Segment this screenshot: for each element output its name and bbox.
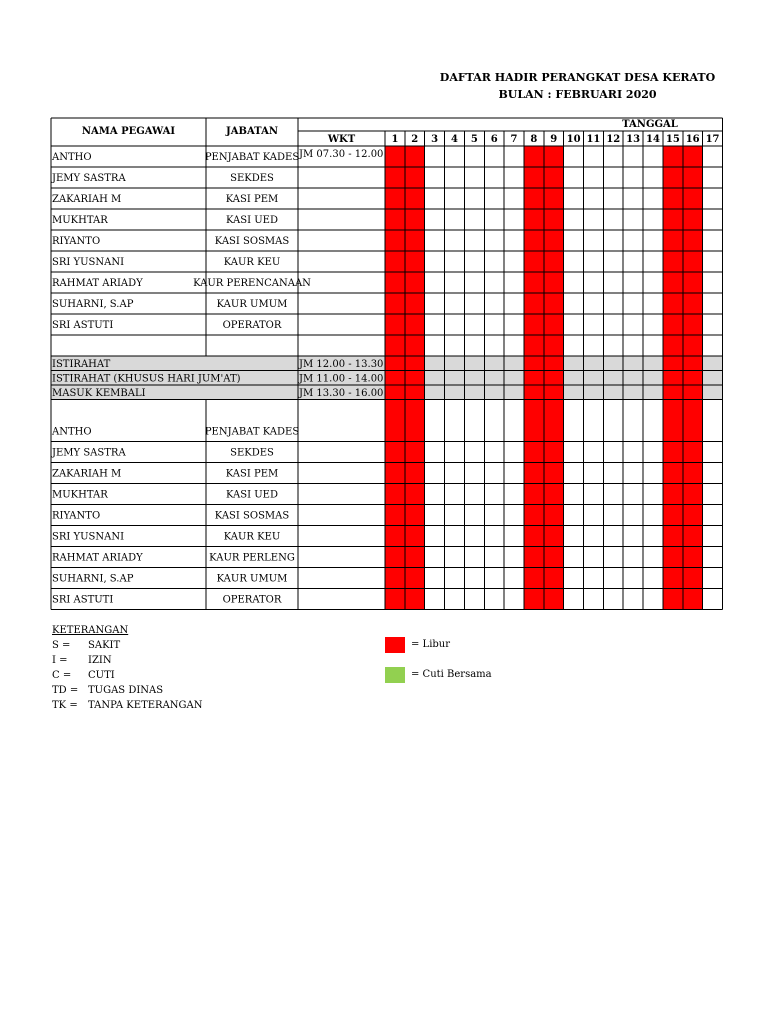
day-number: 17 xyxy=(705,134,720,145)
row-nama: ZAKARIAH M xyxy=(52,194,122,205)
row-nama: ANTHO xyxy=(52,426,92,438)
row-nama: SRI YUSNANI xyxy=(52,531,125,543)
row-jabatan: KASI PEM xyxy=(225,194,279,205)
day-number: 3 xyxy=(431,134,439,145)
row-jabatan: SEKDES xyxy=(230,447,274,459)
document-subtitle: BULAN : FEBRUARI 2020 xyxy=(498,88,657,101)
break-label: ISTIRAHAT xyxy=(52,359,111,370)
row-nama: MUKHTAR xyxy=(52,489,108,501)
cuti-bersama-label: = Cuti Bersama xyxy=(411,669,492,680)
row-nama: ANTHO xyxy=(52,152,92,163)
legend-code: S = xyxy=(52,640,71,651)
libur-label: = Libur xyxy=(411,639,451,650)
row-jabatan: PENJABAT KADES xyxy=(204,152,300,163)
day-number: 4 xyxy=(450,134,458,145)
row-jabatan: KASI UED xyxy=(225,215,279,226)
row-jabatan: KAUR KEU xyxy=(223,257,281,268)
libur-column xyxy=(524,146,544,610)
row-nama: RIYANTO xyxy=(52,236,101,247)
break-wkt: JM 11.00 - 14.00 xyxy=(299,373,384,385)
row-jabatan: KAUR UMUM xyxy=(216,573,288,585)
break-wkt: JM 12.00 - 13.30 xyxy=(299,359,384,370)
row-nama: JEMY SASTRA xyxy=(52,447,126,459)
row-jabatan: KASI SOSMAS xyxy=(214,510,290,522)
document-title: DAFTAR HADIR PERANGKAT DESA KERATO xyxy=(439,71,716,84)
row-nama: RAHMAT ARIADY xyxy=(52,552,143,564)
legend-code: C = xyxy=(52,670,72,681)
legend-meaning: TANPA KETERANGAN xyxy=(88,700,203,711)
day-number: 7 xyxy=(510,134,518,145)
day-number: 2 xyxy=(411,134,419,145)
header-nama: NAMA PEGAWAI xyxy=(81,126,176,137)
libur-column xyxy=(544,146,564,610)
row-jabatan: KAUR UMUM xyxy=(216,299,288,310)
row-wkt: JM 07.30 - 12.00 xyxy=(299,149,384,160)
libur-column xyxy=(385,146,405,610)
legend-heading: KETERANGAN xyxy=(52,625,129,636)
legend-meaning: IZIN xyxy=(88,655,112,666)
row-nama: SRI YUSNANI xyxy=(52,257,125,268)
row-jabatan: KAUR KEU xyxy=(223,531,281,543)
cuti-bersama-swatch xyxy=(385,667,405,683)
day-number: 10 xyxy=(566,134,581,145)
libur-column xyxy=(683,146,703,610)
row-nama: SUHARNI, S.AP xyxy=(52,573,134,585)
header-tanggal: TANGGAL xyxy=(622,119,678,130)
day-number: 11 xyxy=(586,134,601,145)
legend-code: I = xyxy=(52,655,68,666)
row-jabatan: KAUR PERLENG xyxy=(209,552,295,564)
break-wkt: JM 13.30 - 16.00 xyxy=(299,388,384,399)
row-jabatan: SEKDES xyxy=(230,173,274,184)
day-number: 8 xyxy=(530,134,538,145)
break-label: ISTIRAHAT (KHUSUS HARI JUM'AT) xyxy=(52,373,241,385)
day-number: 12 xyxy=(606,134,621,145)
header-jabatan: JABATAN xyxy=(226,126,278,137)
legend-code: TD = xyxy=(52,685,79,696)
header-wkt: WKT xyxy=(327,134,356,145)
day-number: 15 xyxy=(665,134,680,145)
row-nama: SUHARNI, S.AP xyxy=(52,299,134,310)
row-jabatan: OPERATOR xyxy=(222,320,282,331)
day-number: 9 xyxy=(550,134,558,145)
row-nama: JEMY SASTRA xyxy=(52,173,126,184)
row-jabatan: KASI PEM xyxy=(225,468,279,480)
row-nama: SRI ASTUTI xyxy=(52,594,114,606)
row-nama: SRI ASTUTI xyxy=(52,320,114,331)
row-nama: ZAKARIAH M xyxy=(52,468,122,480)
day-number: 13 xyxy=(626,134,641,145)
legend-meaning: SAKIT xyxy=(88,640,121,651)
legend-code: TK = xyxy=(52,700,78,711)
libur-swatch xyxy=(385,637,405,653)
libur-column xyxy=(663,146,683,610)
row-nama: RIYANTO xyxy=(52,510,101,522)
legend-meaning: CUTI xyxy=(88,670,115,681)
day-number: 14 xyxy=(646,134,660,145)
libur-column xyxy=(405,146,425,610)
break-label: MASUK KEMBALI xyxy=(52,388,146,399)
day-number: 16 xyxy=(685,134,700,145)
day-number: 5 xyxy=(470,134,478,145)
row-jabatan: KASI SOSMAS xyxy=(214,236,290,247)
day-number: 6 xyxy=(490,134,498,145)
row-jabatan: OPERATOR xyxy=(222,594,282,606)
row-nama: RAHMAT ARIADY xyxy=(52,278,143,289)
row-jabatan: PENJABAT KADES xyxy=(204,426,300,438)
day-number: 1 xyxy=(391,134,399,145)
row-jabatan: KAUR PERENCANAAN xyxy=(193,278,311,289)
row-nama: MUKHTAR xyxy=(52,215,108,226)
row-jabatan: KASI UED xyxy=(225,489,279,501)
legend-meaning: TUGAS DINAS xyxy=(88,685,164,696)
